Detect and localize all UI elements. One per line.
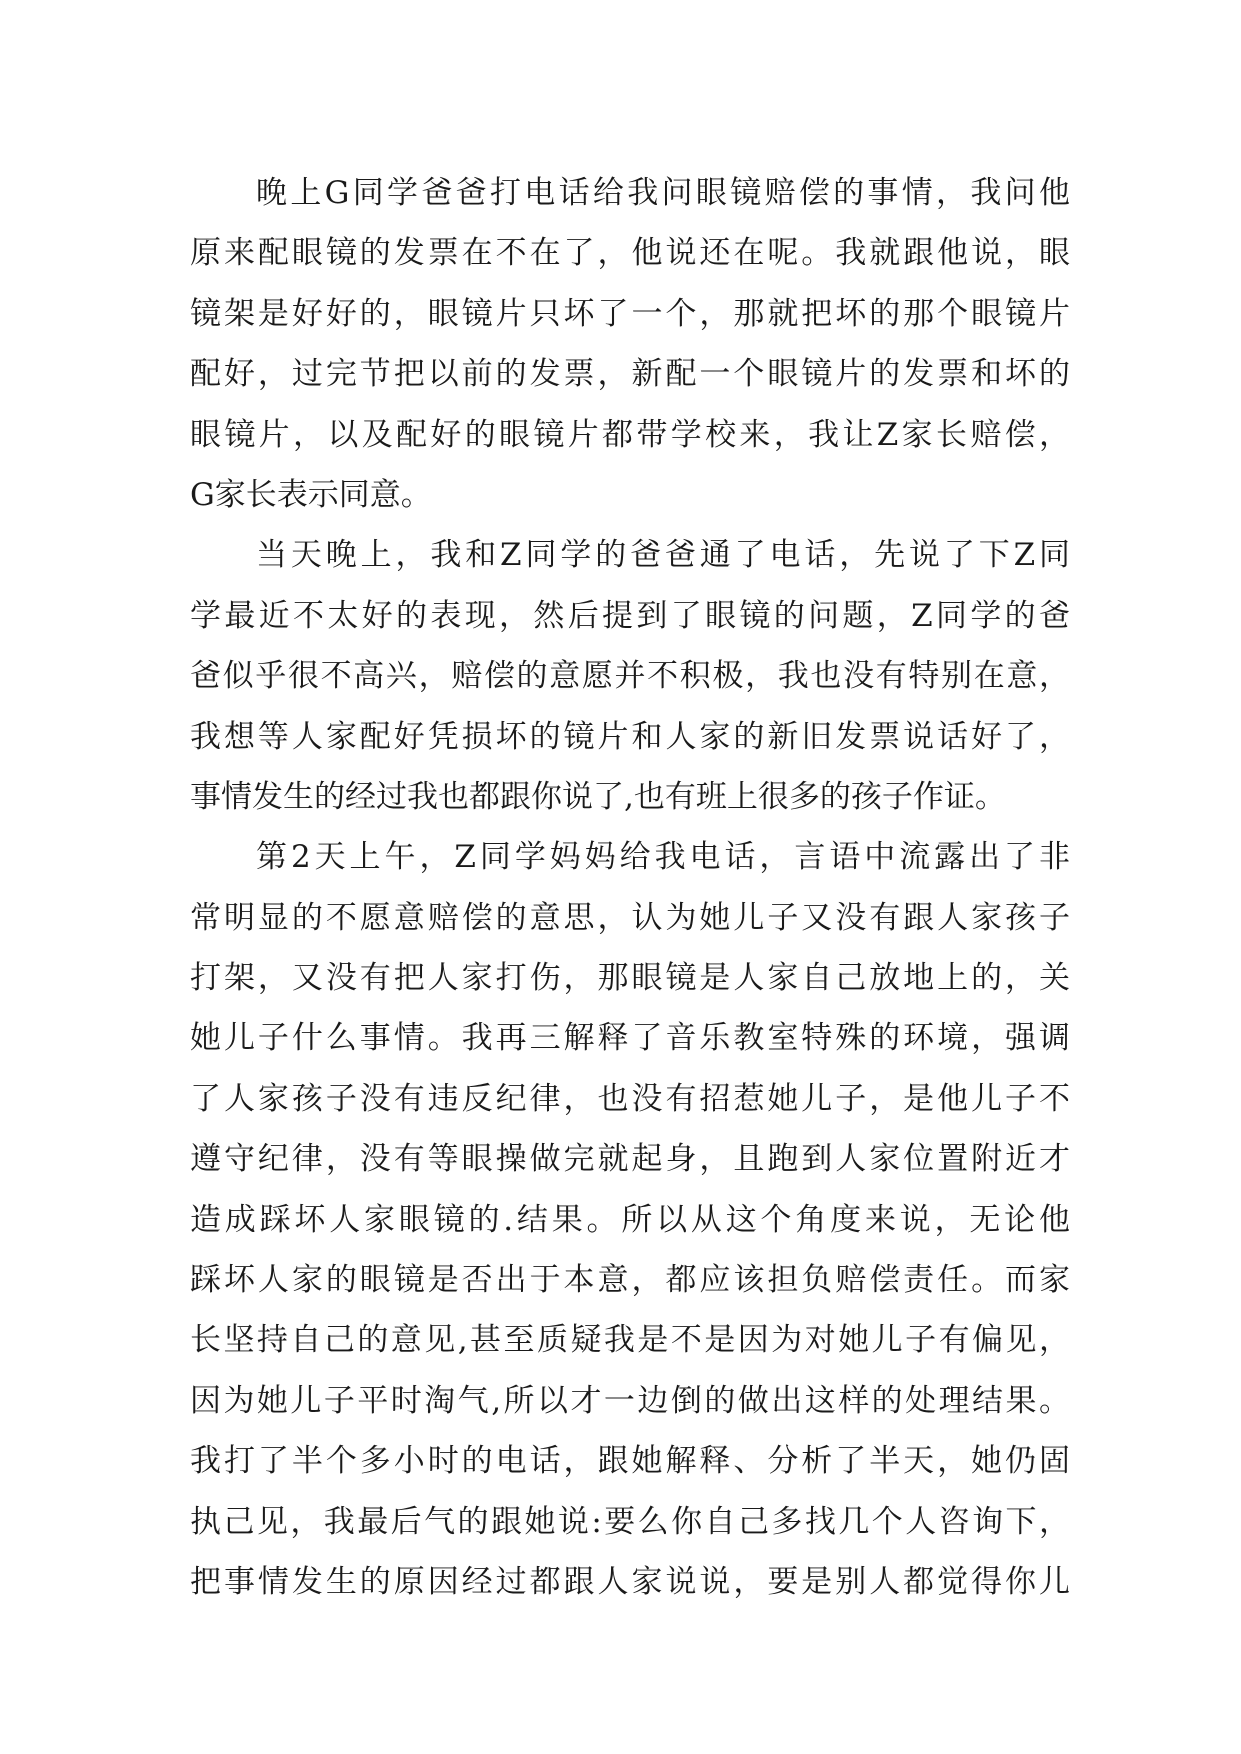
text-line: 打架，又没有把人家打伤，那眼镜是人家自己放地上的，关 bbox=[190, 960, 1070, 997]
text-line: 她儿子什么事情。我再三解释了音乐教室特殊的环境，强调 bbox=[190, 1020, 1070, 1057]
text-line: 常明显的不愿意赔偿的意思，认为她儿子又没有跟人家孩子 bbox=[190, 899, 1070, 936]
text-line: 原来配眼镜的发票在不在了，他说还在呢。我就跟他说，眼 bbox=[190, 235, 1070, 272]
text-line: 爸似乎很不高兴，赔偿的意愿并不积极，我也没有特别在意， bbox=[190, 658, 1070, 695]
text-line: 当天晚上，我和Z同学的爸爸通了电话，先说了下Z同 bbox=[256, 537, 1070, 574]
text-line: 造成踩坏人家眼镜的.结果。所以从这个角度来说，无论他 bbox=[190, 1201, 1070, 1238]
text-line: 我想等人家配好凭损坏的镜片和人家的新旧发票说话好了， bbox=[190, 718, 1070, 755]
paragraph-2 bbox=[190, 525, 1070, 827]
text-line: 把事情发生的原因经过都跟人家说说，要是别人都觉得你儿 bbox=[190, 1563, 1070, 1600]
text-line: 因为她儿子平时淘气,所以才一边倒的做出这样的处理结果。 bbox=[190, 1382, 1070, 1419]
paragraph-1 bbox=[190, 163, 1070, 525]
text-line: 晚上G同学爸爸打电话给我问眼镜赔偿的事情，我问他 bbox=[256, 175, 1070, 211]
text-line: 镜架是好好的，眼镜片只坏了一个，那就把坏的那个眼镜片 bbox=[190, 295, 1070, 332]
text-line: G家长表示同意。 bbox=[190, 476, 432, 513]
text-line: 配好，过完节把以前的发票，新配一个眼镜片的发票和坏的 bbox=[190, 356, 1070, 393]
text-line: 眼镜片，以及配好的眼镜片都带学校来，我让Z家长赔偿， bbox=[190, 416, 1070, 453]
text-line: 事情发生的经过我也都跟你说了,也有班上很多的孩子作证。 bbox=[190, 778, 1006, 815]
text-line: 了人家孩子没有违反纪律，也没有招惹她儿子，是他儿子不 bbox=[190, 1080, 1070, 1117]
text-line: 遵守纪律，没有等眼操做完就起身，且跑到人家位置附近才 bbox=[190, 1141, 1070, 1178]
text-line: 我打了半个多小时的电话，跟她解释、分析了半天，她仍固 bbox=[190, 1443, 1070, 1480]
text-line: 第2天上午，Z同学妈妈给我电话，言语中流露出了非 bbox=[256, 839, 1070, 876]
document-body bbox=[190, 163, 1070, 1612]
text-line: 学最近不太好的表现，然后提到了眼镜的问题，Z同学的爸 bbox=[190, 597, 1070, 634]
paragraph-3 bbox=[190, 827, 1070, 1612]
text-line: 执己见，我最后气的跟她说:要么你自己多找几个人咨询下， bbox=[190, 1503, 1070, 1540]
text-line: 长坚持自己的意见,甚至质疑我是不是因为对她儿子有偏见， bbox=[190, 1322, 1070, 1359]
text-line: 踩坏人家的眼镜是否出于本意，都应该担负赔偿责任。而家 bbox=[190, 1262, 1070, 1299]
